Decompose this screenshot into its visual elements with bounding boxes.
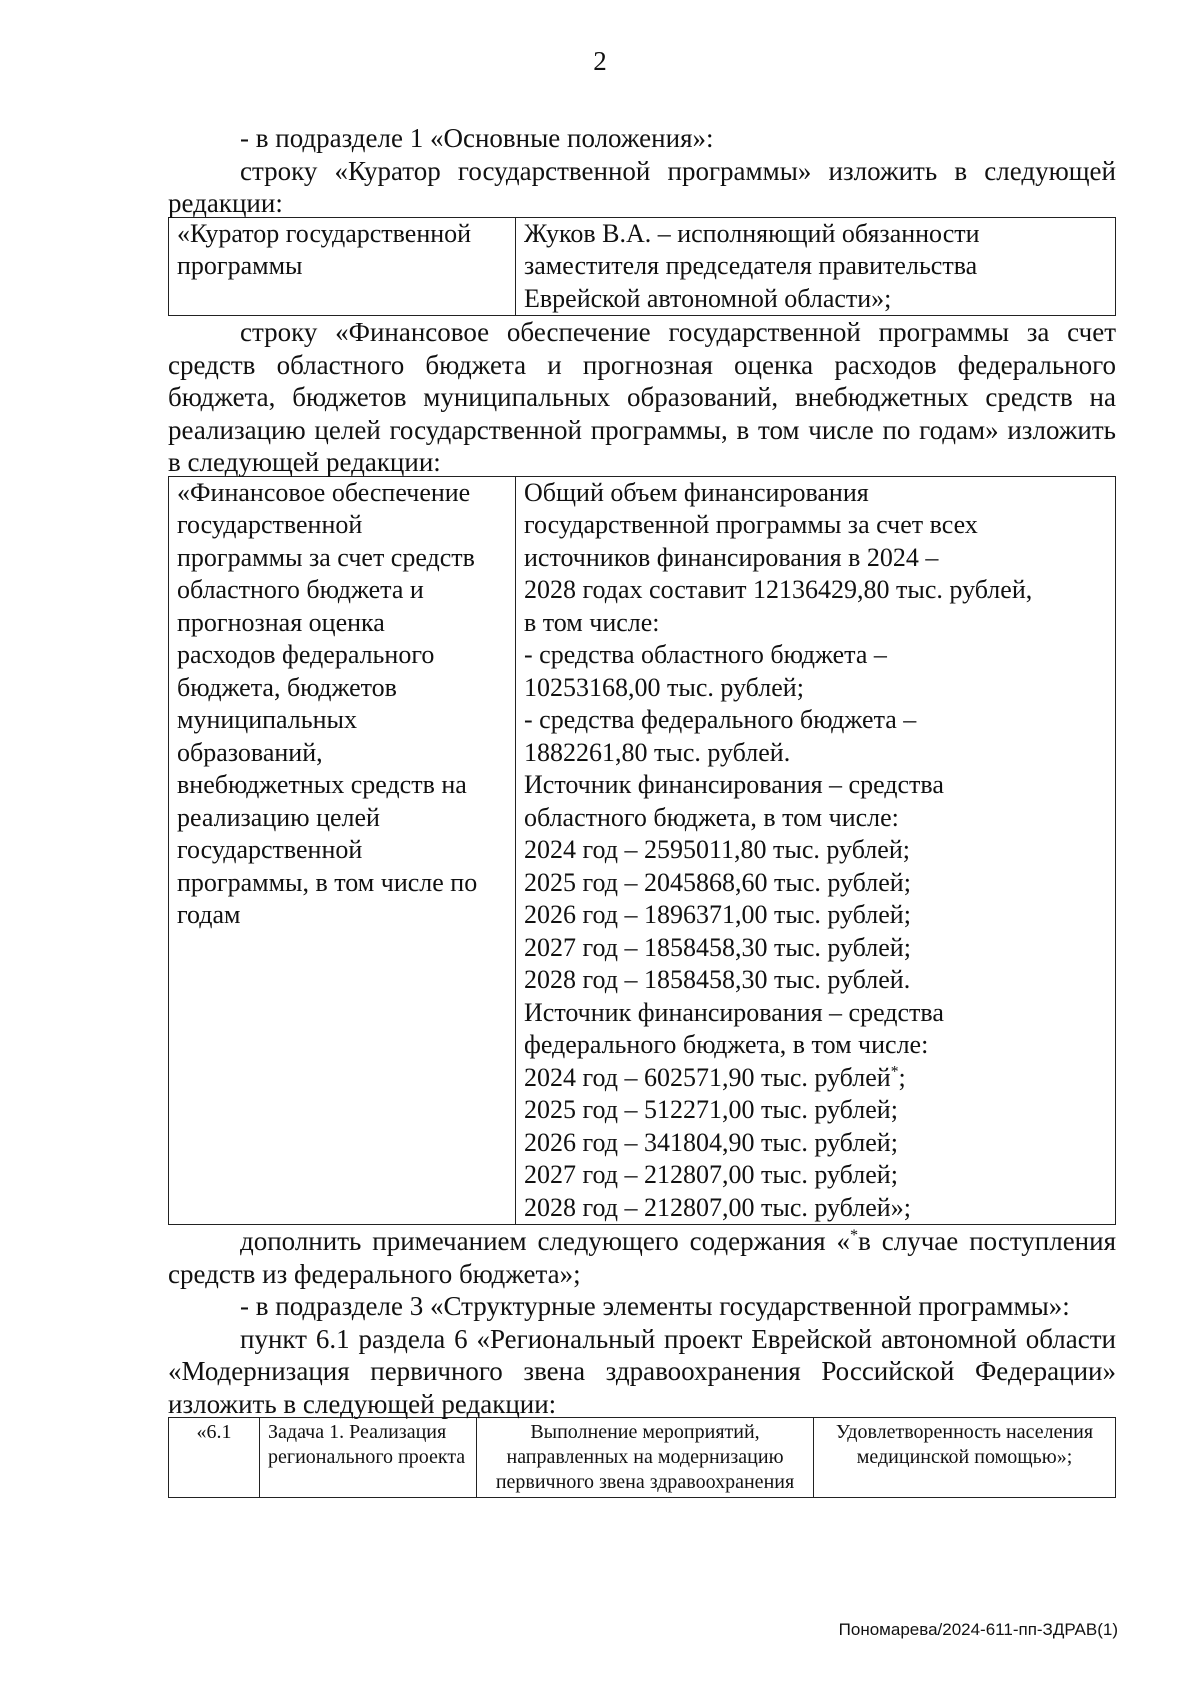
subsection-1-heading: - в подразделе 1 «Основные положения»: [240, 123, 714, 153]
footnote-instruction: дополнить примечанием следующего содержания «*в случае поступления средств из федерального бюджета»; [168, 1226, 1116, 1289]
finance-value-line: 1882261,80 тыс. рублей. [524, 737, 791, 767]
finance-value-line: в том числе: [524, 607, 660, 637]
curator-value-line: заместителя председателя правительства [524, 251, 978, 280]
finance-table [168, 476, 1116, 1226]
document-reference: Пономарева/2024-611-пп-ЗДРАВ(1) [838, 1620, 1118, 1639]
finance-value-cell [516, 476, 1116, 1225]
finance-value-line: государственной программы за счет всех [524, 510, 978, 539]
finance-value-line: Общий объем финансирования [524, 477, 869, 507]
finance-label-cell [169, 476, 516, 1225]
page-number: 2 [593, 46, 607, 76]
curator-table [168, 217, 1116, 317]
finance-value-line: 2024 год – 602571,90 тыс. рублей*; [524, 1062, 906, 1092]
finance-value-line: 2026 год – 341804,90 тыс. рублей; [524, 1127, 898, 1157]
point-6-1-instruction: пункт 6.1 раздела 6 «Региональный проект Еврейской автономной области «Модернизация первичного звена здравоохранения Российской Федерации» изложить в следующей редакции: [168, 1323, 1116, 1419]
task-result-cell: Удовлетворенность населения медицинской помощью»; [814, 1418, 1116, 1498]
finance-label-line: программы, в том числе по [177, 867, 478, 897]
task-name-cell: Задача 1. Реализация регионального проекта [260, 1418, 477, 1498]
curator-label-cell: «Куратор государственной программы [169, 217, 516, 316]
finance-value-line: Источник финансирования – средства [524, 770, 944, 799]
finance-value-line: 2028 годах составит 12136429,80 тыс. рублей, [524, 575, 1033, 604]
finance-label-line: областного бюджета и [177, 575, 424, 604]
finance-value-line: 2028 год – 1858458,30 тыс. рублей. [524, 965, 911, 994]
finance-value-line: 2026 год – 1896371,00 тыс. рублей; [524, 900, 911, 929]
finance-value-line: областного бюджета, в том числе: [524, 802, 899, 832]
finance-label-line: государственной [177, 510, 363, 539]
curator-value-line: Еврейской автономной области»; [524, 283, 892, 313]
finance-label-line: внебюджетных средств на [177, 770, 467, 799]
curator-value-line: Жуков В.А. – исполняющий обязанности [524, 218, 980, 248]
finance-label-line: «Финансовое обеспечение [177, 477, 471, 507]
table-row [169, 1418, 1116, 1498]
task-measure-cell: Выполнение мероприятий, направленных на модернизацию первичного звена здравоохранения [477, 1418, 814, 1498]
task-table [168, 1417, 1116, 1498]
finance-label-line: программы за счет средств [177, 542, 475, 572]
finance-label-line: реализацию целей [177, 802, 380, 832]
finance-value-line: источников финансирования в 2024 – [524, 542, 939, 572]
subsection-3-heading: - в подразделе 3 «Структурные элементы государственной программы»: [240, 1291, 1070, 1321]
finance-value-line: 2025 год – 2045868,60 тыс. рублей; [524, 867, 911, 897]
finance-value-line: федерального бюджета, в том числе: [524, 1030, 929, 1059]
finance-label-line: муниципальных [177, 705, 358, 734]
finance-value-line: Источник финансирования – средства [524, 997, 944, 1027]
finance-value-line: 2028 год – 212807,00 тыс. рублей»; [524, 1192, 911, 1222]
curator-instruction: строку «Куратор государственной программы» изложить в следующей редакции: [168, 155, 1116, 218]
finance-value-line: 2027 год – 1858458,30 тыс. рублей; [524, 932, 911, 962]
finance-value-line: 2027 год – 212807,00 тыс. рублей; [524, 1160, 898, 1189]
finance-label-line: бюджета, бюджетов [177, 672, 397, 702]
finance-instruction: строку «Финансовое обеспечение государственной программы за счет средств областного бюджета и прогнозная оценка расходов федерального бюджета, бюджетов муниципальных образований, внебюджетных средств на реализацию целей государственной программы, в том числе по годам» изложить в следующей редакции: [168, 317, 1116, 477]
finance-label-line: прогнозная оценка [177, 607, 385, 637]
finance-value-line: - средства федерального бюджета – [524, 705, 917, 734]
task-number-cell: «6.1 [169, 1418, 260, 1498]
curator-value-cell [516, 217, 1116, 316]
finance-value-line: - средства областного бюджета – [524, 640, 887, 669]
finance-value-line: 2024 год – 2595011,80 тыс. рублей; [524, 835, 910, 864]
finance-label-line: годам [177, 900, 241, 929]
finance-value-line: 2025 год – 512271,00 тыс. рублей; [524, 1095, 898, 1124]
finance-value-line: 10253168,00 тыс. рублей; [524, 672, 804, 702]
finance-label-line: расходов федерального [177, 640, 435, 669]
finance-label-line: государственной [177, 835, 363, 864]
finance-label-line: образований, [177, 737, 323, 767]
document-body [168, 122, 1116, 1498]
